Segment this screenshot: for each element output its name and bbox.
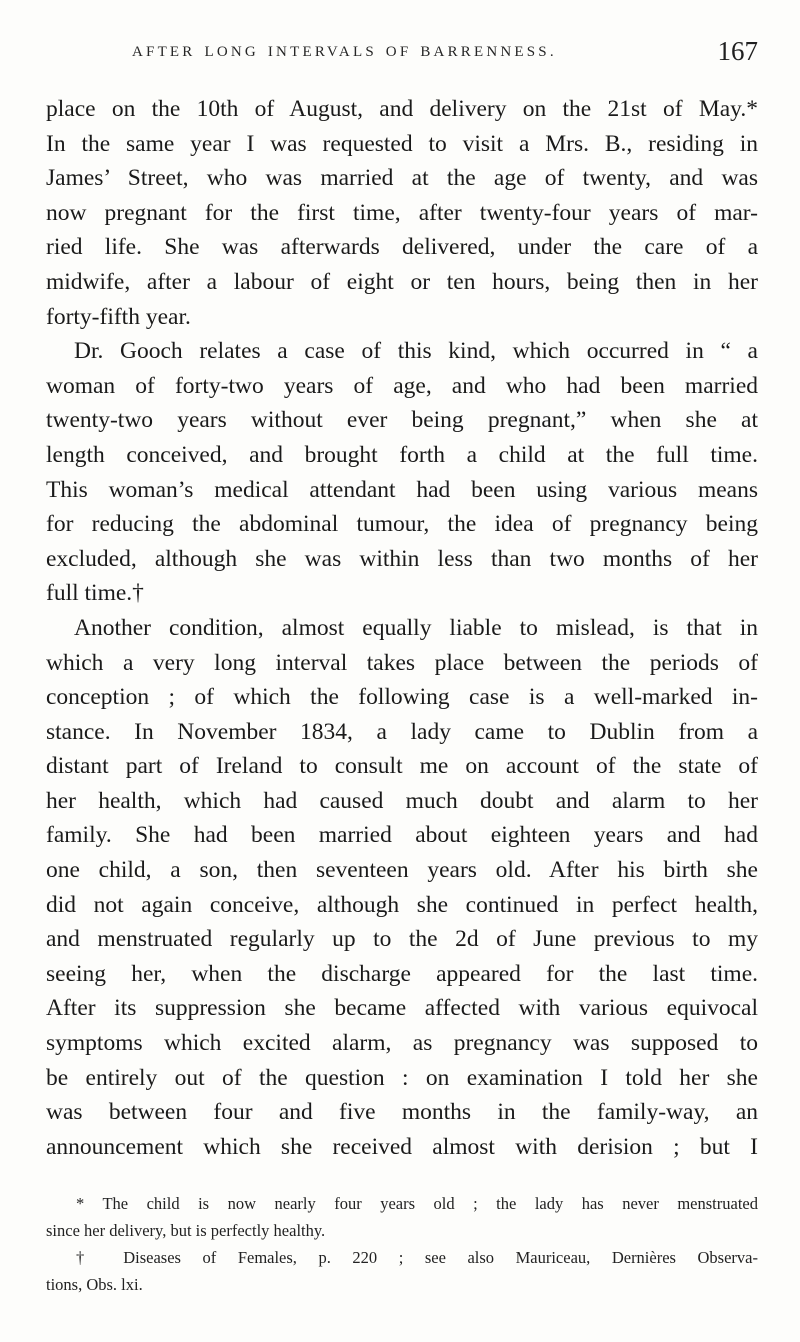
body-line: seeing her, when the discharge appeared for the last time. <box>46 960 758 987</box>
body-line: for reducing the abdominal tumour, the idea of pregnancy being <box>46 511 758 538</box>
body-line: forty-fifth year. <box>46 303 191 330</box>
body-line: her health, which had caused much doubt and alarm to her <box>46 787 758 814</box>
footnote-line: * The child is now nearly four years old ; the lady has never menstruated <box>76 1194 758 1213</box>
page-header <box>46 36 758 70</box>
body-line: symptoms which excited alarm, as pregnancy was supposed to <box>46 1030 758 1057</box>
body-line: place on the 10th of August, and delivery on the 21st of May.* <box>46 96 758 122</box>
body-line: woman of forty-two years of age, and who had been married <box>46 372 758 399</box>
body-line: ried life. She was afterwards delivered, under the care of a <box>46 234 758 261</box>
body-line: did not again conceive, although she continued in perfect health, <box>46 891 758 918</box>
body-line: Another condition, almost equally liable to mislead, is that in <box>74 614 758 641</box>
footnote-line: tions, Obs. lxi. <box>46 1275 143 1294</box>
running-head: AFTER LONG INTERVALS OF BARRENNESS. <box>132 44 557 60</box>
body-line: excluded, although she was within less than two months of her <box>46 545 758 572</box>
body-line: full time.† <box>46 580 144 607</box>
body-line: family. She had been married about eighteen years and had <box>46 822 758 849</box>
body-line: James’ Street, who was married at the age of twenty, and was <box>46 165 758 192</box>
body-line: After its suppression she became affected with various equivocal <box>46 995 758 1022</box>
body-text <box>46 92 758 1164</box>
body-line: Dr. Gooch relates a case of this kind, which occurred in “ a <box>74 338 758 365</box>
body-line: which a very long interval takes place between the periods of <box>46 649 758 676</box>
body-line: This woman’s medical attendant had been using various means <box>46 476 758 503</box>
body-line: was between four and five months in the family-way, an <box>46 1099 758 1126</box>
body-line: conception ; of which the following case is a well-marked in- <box>46 684 758 711</box>
body-line: distant part of Ireland to consult me on account of the state of <box>46 753 758 780</box>
footnote-line: † Diseases of Females, p. 220 ; see also Mauriceau, Dernières Observa- <box>76 1248 758 1267</box>
page-number: 167 <box>717 36 758 66</box>
body-line: length conceived, and brought forth a child at the full time. <box>46 441 758 468</box>
footnotes <box>46 1190 758 1298</box>
body-line: be entirely out of the question : on examination I told her she <box>46 1064 758 1091</box>
body-line: twenty-two years without ever being pregnant,” when she at <box>46 407 758 434</box>
body-line: one child, a son, then seventeen years old. After his birth she <box>46 857 758 884</box>
body-line: stance. In November 1834, a lady came to Dublin from a <box>46 718 758 745</box>
body-line: In the same year I was requested to visit a Mrs. B., residing in <box>46 130 758 157</box>
body-line: and menstruated regularly up to the 2d of June previous to my <box>46 926 758 953</box>
body-line: midwife, after a labour of eight or ten hours, being then in her <box>46 268 758 295</box>
body-line: announcement which she received almost with derision ; but I <box>46 1133 758 1160</box>
footnote-line: since her delivery, but is perfectly healthy. <box>46 1221 326 1240</box>
body-line: now pregnant for the first time, after twenty-four years of mar- <box>46 199 758 226</box>
